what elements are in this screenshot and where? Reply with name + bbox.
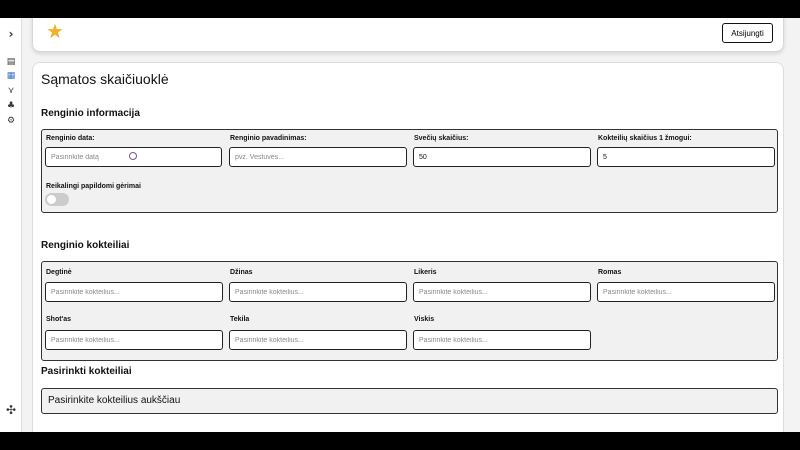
category-label: Shot'as bbox=[46, 316, 72, 323]
tequila-cocktails-select[interactable] bbox=[229, 330, 407, 350]
rum-cocktails-select[interactable] bbox=[597, 282, 775, 302]
logout-button[interactable]: Atsijungti bbox=[722, 23, 773, 43]
event-name-input[interactable] bbox=[229, 147, 407, 167]
event-cocktails-panel bbox=[41, 261, 778, 361]
star-icon[interactable]: ★ bbox=[46, 19, 64, 43]
cocktail-icon[interactable]: ⋎ bbox=[7, 86, 15, 96]
app-window bbox=[0, 18, 800, 432]
cocktails-per-person-input[interactable] bbox=[597, 147, 775, 167]
chevron-right-icon[interactable]: › bbox=[8, 27, 14, 41]
guests-input[interactable] bbox=[413, 147, 591, 167]
selected-cocktails-empty: Pasirinkite kokteilius aukščiau bbox=[41, 388, 778, 414]
cocktails-per-person-label: Kokteilių skaičius 1 žmogui: bbox=[598, 135, 692, 142]
calculator-icon[interactable]: ▦ bbox=[6, 71, 16, 81]
category-label: Romas bbox=[598, 269, 622, 276]
extra-drinks-toggle[interactable] bbox=[45, 193, 69, 206]
document-icon[interactable]: ▤ bbox=[6, 57, 16, 67]
event-info-panel bbox=[41, 129, 778, 213]
liqueur-cocktails-select[interactable] bbox=[413, 282, 591, 302]
category-label: Tekila bbox=[230, 316, 250, 323]
logo-icon[interactable]: ✣ bbox=[5, 403, 17, 417]
selected-cocktails-title: Pasirinkti kokteiliai bbox=[41, 366, 132, 377]
category-label: Viskis bbox=[414, 316, 435, 323]
extra-drinks-label: Reikalingi papildomi gėrimai bbox=[46, 183, 141, 190]
plant-icon[interactable]: ♣ bbox=[6, 101, 16, 111]
gear-icon[interactable]: ⚙ bbox=[6, 116, 16, 126]
main-card bbox=[32, 62, 784, 432]
category-label: Likeris bbox=[414, 269, 437, 276]
mouse-cursor-icon bbox=[129, 152, 137, 160]
date-label: Renginio data: bbox=[46, 135, 95, 142]
vodka-cocktails-select[interactable] bbox=[45, 282, 223, 302]
guests-label: Svečių skaičius: bbox=[414, 135, 469, 142]
whisky-cocktails-select[interactable] bbox=[413, 330, 591, 350]
top-bar bbox=[32, 18, 784, 52]
event-cocktails-title: Renginio kokteiliai bbox=[41, 240, 130, 251]
sidebar bbox=[0, 18, 22, 432]
category-label: Degtinė bbox=[46, 269, 72, 276]
shot-cocktails-select[interactable] bbox=[45, 330, 223, 350]
page-title: Sąmatos skaičiuoklė bbox=[41, 71, 169, 87]
category-label: Džinas bbox=[230, 269, 253, 276]
event-info-title: Renginio informacija bbox=[41, 108, 140, 119]
event-name-label: Renginio pavadinimas: bbox=[230, 135, 307, 142]
gin-cocktails-select[interactable] bbox=[229, 282, 407, 302]
